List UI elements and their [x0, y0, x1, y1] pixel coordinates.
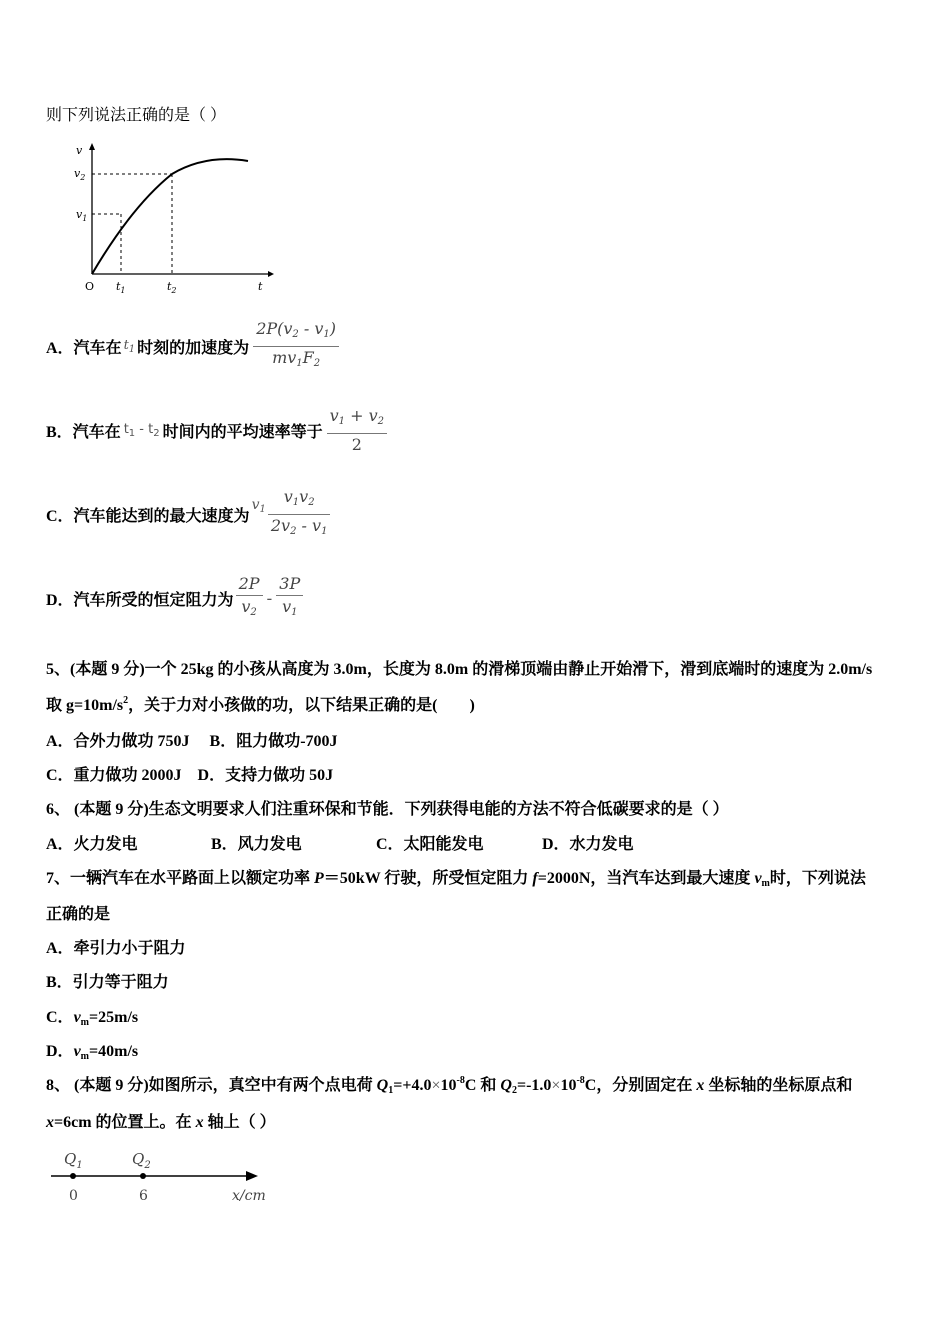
velocity-curve [92, 159, 248, 274]
q7-stem-line2: 正确的是 [46, 906, 111, 923]
origin-label: O [85, 280, 95, 293]
avg-speed-fraction: $\frac{v_1 + v_2}{2}$ [327, 405, 387, 456]
x-axis-arrow [246, 1171, 258, 1181]
q5-options-ab[interactable]: A．合外力做功 750J B．阻力做功-700J [46, 733, 338, 750]
q6-option-c[interactable]: C．太阳能发电 [376, 836, 484, 853]
tick-6-label: 6 [139, 1188, 148, 1204]
t-axis-label: t [258, 280, 263, 293]
v-axis-arrow [89, 143, 95, 150]
q7-option-a[interactable]: A．牵引力小于阻力 [46, 940, 186, 957]
q8-stem-line2: x=6cm 的位置上。在 x 轴上（ ） [46, 1114, 276, 1131]
v1-label: $v_1$ [76, 208, 88, 223]
option-b-text: B．汽车在 [46, 423, 121, 441]
max-speed-fraction: $\frac{v_1v_2}{2v_2 - v_1}$ [268, 486, 331, 543]
q8-stem-line1: 8、 (本题 9 分)如图所示，真空中有两个点电荷 $Q_1=+4.0\times 10^{-8}C$ 和 $Q_2=-1.0\times 10^{-8}C$，分别固定在 x 坐标轴的坐标原点和 [46, 1075, 853, 1096]
option-a[interactable] [46, 316, 339, 376]
t1-symbol: $t_1$ [123, 337, 136, 355]
v2-label: $v_2$ [74, 167, 86, 182]
q5-stem-line1: 5、(本题 9 分)一个 25kg 的小孩从高度为 3.0m，长度为 8.0m 的滑梯顶端由静止开始滑下，滑到底端时的速度为 2.0m/s [46, 661, 873, 678]
t1-label: $t_1$ [116, 280, 126, 295]
option-a-text: A．汽车在 [46, 339, 122, 357]
charge-q2-dot [140, 1173, 146, 1179]
t-axis-arrow [268, 271, 274, 277]
v1-factor: $v_1$ [251, 497, 266, 515]
v-axis-label: v [76, 144, 83, 157]
charge-q2-label: $Q_2$ [132, 1150, 151, 1171]
option-d-text: D．汽车所受的恒定阻力为 [46, 591, 234, 609]
minus-sign: - [266, 588, 273, 608]
q7-option-c[interactable]: C．$v_m=25m/s$ [46, 1009, 139, 1028]
charge-q1-label: $Q_1$ [64, 1150, 83, 1171]
question-intro: 则下列说法正确的是（ ） [46, 107, 227, 124]
q6-stem: 6、 (本题 9 分)生态文明要求人们注重环保和节能．下列获得电能的方法不符合低碳要求的是（ ） [46, 801, 729, 818]
resist-fraction-2: $\frac{3P}{v_1}$ [276, 573, 303, 624]
q6-option-a[interactable]: A．火力发电 [46, 836, 138, 853]
t1-t2-range: $t_1 - t_2$ [123, 421, 160, 439]
option-b-tail: 时间内的平均速率等于 [162, 423, 323, 441]
q7-option-b[interactable]: B．引力等于阻力 [46, 974, 169, 991]
option-a-tail: 时刻的加速度为 [137, 339, 250, 357]
velocity-time-graph [70, 140, 280, 300]
q6-option-d[interactable]: D．水力发电 [542, 836, 634, 853]
option-b[interactable] [46, 400, 387, 460]
q6-option-b[interactable]: B．风力发电 [211, 836, 302, 853]
x-axis-unit-label: x/cm [232, 1188, 266, 1204]
q7-stem-line1: 7、一辆汽车在水平路面上以额定功率 P＝50kW 行驶，所受恒定阻力 f=2000N，当汽车达到最大速度 $v_m$时，下列说法 [46, 870, 866, 889]
tick-0-label: 0 [69, 1188, 78, 1204]
charge-q1-dot [70, 1173, 76, 1179]
option-d[interactable] [46, 568, 303, 628]
resist-fraction-1: $\frac{2P}{v_2}$ [236, 573, 263, 624]
q7-option-d[interactable]: D．$v_m=40m/s$ [46, 1043, 139, 1062]
q5-options-cd[interactable]: C．重力做功 2000J D．支持力做功 50J [46, 767, 334, 784]
option-c[interactable] [46, 484, 330, 544]
option-c-text: C．汽车能达到的最大速度为 [46, 507, 250, 525]
t2-label: $t_2$ [167, 280, 177, 295]
charge-axis-diagram [46, 1145, 286, 1210]
accel-fraction: $\frac{2P(v_2 - v_1)}{mv_1F_2}$ [253, 318, 339, 375]
q5-stem-line2: 取 $g=10m/s^2$，关于力对小孩做的功，以下结果正确的是( ) [46, 695, 475, 714]
